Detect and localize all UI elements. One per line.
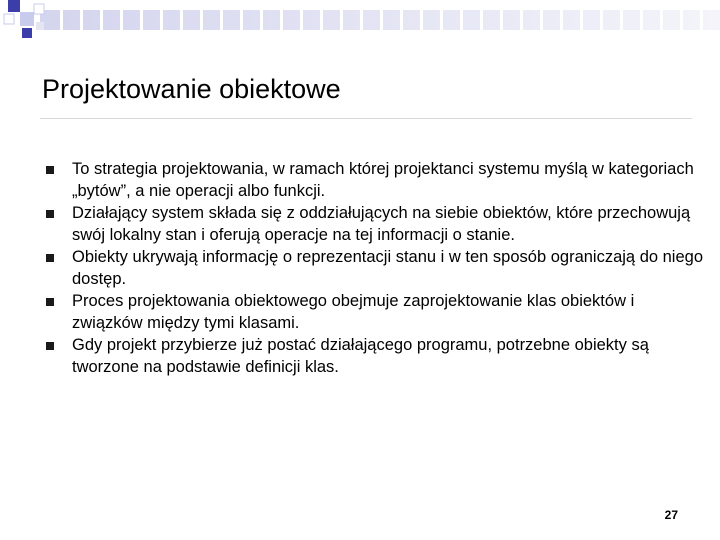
- square-bullet-icon: [46, 298, 54, 306]
- list-item: [44, 246, 704, 290]
- list-item: [44, 158, 704, 202]
- list-item: [44, 334, 704, 378]
- list-item: [44, 202, 704, 246]
- bullet-text: Gdy projekt przybierze już postać działającego programu, potrzebne obiekty są tworzone na podstawie definicji klas.: [72, 336, 649, 376]
- page-number: 27: [664, 508, 678, 522]
- bullet-text: Proces projektowania obiektowego obejmuje zaprojektowanie klas obiektów i związków między tymi klasami.: [72, 292, 635, 332]
- square-bullet-icon: [46, 166, 54, 174]
- decorative-header-pattern: [0, 0, 720, 45]
- bullet-text: Działający system składa się z oddziałujących na siebie obiektów, które przechowują swój lokalny stan i oferują operacje na tej informacji o stanie.: [72, 204, 691, 244]
- square-bullet-icon: [46, 254, 54, 262]
- bullet-text: Obiekty ukrywają informację o reprezentacji stanu i w ten sposób ograniczają do niego dostęp.: [72, 248, 704, 288]
- square-bullet-icon: [46, 210, 54, 218]
- list-item: [44, 290, 704, 334]
- title-divider: [40, 118, 692, 119]
- square-bullet-icon: [46, 342, 54, 350]
- slide-title: Projektowanie obiektowe: [42, 74, 341, 104]
- bullet-text: To strategia projektowania, w ramach której projektanci systemu myślą w kategoriach „bytów”, a nie operacji albo funkcji.: [72, 160, 694, 200]
- bullet-list: [44, 158, 704, 378]
